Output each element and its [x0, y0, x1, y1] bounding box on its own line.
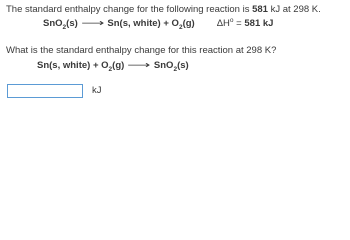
product-o2: $O_2(g)$ — [171, 18, 195, 31]
product-sn-white: Sn(s, white) — [107, 18, 161, 29]
reactant-sn-white: Sn(s, white) — [37, 60, 91, 71]
delta-h-given: $\Delta H^o = 581$ kJ — [216, 16, 274, 29]
reaction-arrow: ⟶ — [81, 18, 105, 29]
intro-enthalpy-value: 581 — [252, 4, 268, 15]
product-sno2: SnO$_2$(s) — [153, 60, 189, 73]
reaction-equation-asked — [37, 60, 189, 72]
problem-intro — [6, 4, 321, 16]
question-text: What is the standard enthalpy change for this reaction at 298 K? — [6, 45, 277, 56]
reactant-o2: $O_2(g)$ — [101, 60, 125, 73]
reactant-sno2: SnO$_2$(s) — [43, 18, 78, 31]
intro-text-before: The standard enthalpy change for the following reaction is — [6, 4, 253, 15]
reaction-arrow: ⟶ — [127, 60, 151, 71]
intro-text-after: kJ at 298 K. — [267, 4, 321, 15]
reaction-equation-given — [43, 18, 273, 30]
plus-sign: + — [160, 18, 172, 29]
answer-input[interactable] — [7, 84, 83, 98]
plus-sign: + — [90, 60, 102, 71]
answer-unit-label: kJ — [92, 85, 102, 96]
